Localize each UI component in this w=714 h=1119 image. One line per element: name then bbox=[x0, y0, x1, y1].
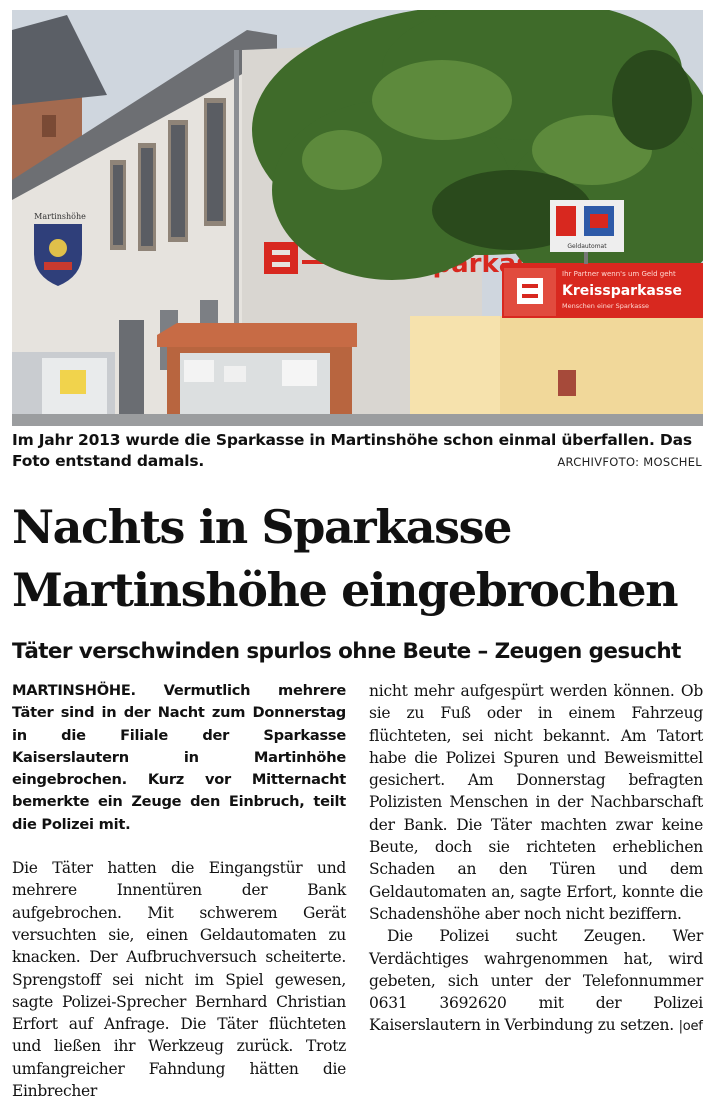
coat-of-arms-label: Martinshöhe bbox=[34, 212, 86, 221]
article-column-right bbox=[369, 680, 703, 1039]
sign-bank-label: Kreissparkasse bbox=[562, 283, 683, 299]
photo-caption bbox=[12, 430, 703, 472]
photo-credit: ARCHIVFOTO: MOSCHEL bbox=[557, 455, 702, 469]
headline-line-1: Nachts in Sparkasse bbox=[12, 500, 511, 554]
paragraph-2-text: Die Polizei sucht Zeugen. Wer Verdächtiges wahrgenommen hat, wird gebeten, sich unter der Telefonnummer 0631 3692620 mit der Polizei Kaiserslautern in Verbindung zu setzen. bbox=[369, 927, 703, 1035]
caption-text: Im Jahr 2013 wurde die Sparkasse in Martinshöhe schon einmal überfallen. Das Foto entstand damals. bbox=[12, 431, 692, 470]
lead-text: Vermutlich mehrere Täter sind in der Nacht zum Donnerstag in die Filiale der Sparkasse Kaiserslautern in Martinhöhe eingebrochen. Kurz vor Mitternacht bemerkte ein Zeuge den Einbruch, teilt die Polizei mit. bbox=[12, 682, 346, 833]
svg-text:Menschen einer Sparkasse: Menschen einer Sparkasse bbox=[562, 302, 649, 310]
dateline: MARTINSHÖHE. bbox=[12, 682, 136, 699]
article-paragraph-1: Die Täter hatten die Eingangstür und mehrere Innentüren der Bank aufgebrochen. Mit schwerem Gerät versuchten sie, einen Geldautomaten zu knacken. Der Aufbruchversuch scheiterte. Sprengstoff sei nicht im Spiel gewesen, sagte Polizei-Sprecher Bernhard Christian Erfort auf Anfrage. Die Täter flüchteten und ließen ihr Werkzeug zurück. Trotz umfangreicher Fahndung hätten die Einbrecher bbox=[12, 859, 346, 1101]
article-paragraph-2 bbox=[369, 925, 703, 1038]
sparkasse-logo-icon bbox=[264, 242, 298, 274]
headline bbox=[12, 496, 703, 622]
headline-line-2: Martinshöhe eingebrochen bbox=[12, 563, 678, 617]
article-lead bbox=[12, 680, 346, 836]
subheadline: Täter verschwinden spurlos ohne Beute – Zeugen gesucht bbox=[12, 639, 681, 664]
article-paragraph-1-continued: nicht mehr aufgespürt werden können. Ob sie zu Fuß oder in einem Fahrzeug flüchteten, sei nicht bekannt. Am Tatort habe die Polizei Spuren und Beweismittel gesichert. Am Donnerstag befragten Polizisten Menschen in der Nachbarschaft der Bank. Die Täter machten zwar keine Beute, doch sie richteten erheblichen Schaden an den Türen und dem Geldautomaten an, sagte Erfort, konnte die Schadenshöhe aber noch nicht beziffern. bbox=[369, 682, 703, 923]
author-signature: |oef bbox=[678, 1019, 703, 1035]
photo-illustration bbox=[12, 10, 703, 426]
svg-text:Geldautomat: Geldautomat bbox=[567, 243, 607, 250]
article-photo bbox=[12, 10, 703, 426]
article-column-left bbox=[12, 680, 346, 1102]
svg-text:Ihr Partner wenn's um Geld geh: Ihr Partner wenn's um Geld geht bbox=[562, 270, 676, 278]
